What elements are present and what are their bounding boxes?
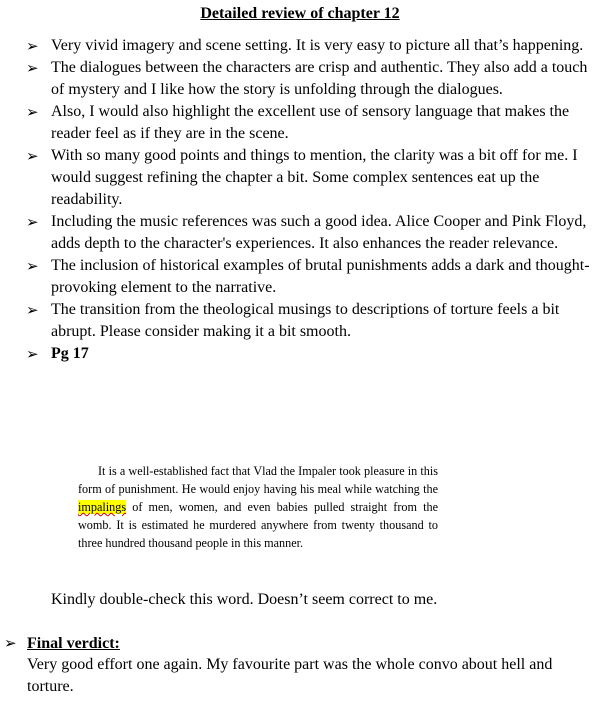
arrow-bullet-icon: ➢ (26, 59, 39, 77)
final-verdict-text: Very good effort one again. My favourite part was the whole convo about hell and torture. (27, 656, 553, 695)
arrow-bullet-icon: ➢ (26, 301, 39, 319)
review-bullet-list (26, 35, 598, 365)
arrow-bullet-icon: ➢ (26, 37, 39, 55)
bullet-item (26, 211, 598, 255)
page-title: Detailed review of chapter 12 (200, 5, 400, 22)
arrow-bullet-icon: ➢ (26, 213, 39, 231)
final-verdict-heading (4, 632, 120, 655)
excerpt-text-after: of men, women, and even babies pulled straight from the womb. It is estimated he murdered anywhere from twenty thousand to three hundred thousand people in this manner. (78, 500, 438, 550)
arrow-bullet-icon: ➢ (26, 103, 39, 121)
bullet-text: Also, I would also highlight the excellent use of sensory language that makes the reader feel as if they are in the scene. (51, 103, 570, 142)
book-excerpt (78, 462, 438, 552)
bullet-text: With so many good points and things to mention, the clarity was a bit off for me. I would suggest refining the chapter a bit. Some complex sentences eat up the readability. (51, 147, 578, 208)
highlighted-word: impalings (78, 500, 127, 514)
bullet-item (26, 35, 598, 57)
arrow-bullet-icon: ➢ (26, 147, 39, 165)
bullet-text: The transition from the theological musings to descriptions of torture feels a bit abrupt. Please consider making it a bit smooth. (51, 301, 560, 340)
reviewer-note: Kindly double-check this word. Doesn’t seem correct to me. (51, 591, 438, 608)
bullet-item (26, 57, 598, 101)
bullet-item (26, 255, 598, 299)
bullet-text: Very vivid imagery and scene setting. It is very easy to picture all that’s happening. (51, 37, 584, 54)
bullet-text: Including the music references was such a good idea. Alice Cooper and Pink Floyd, adds depth to the character's experiences. It also enhances the reader relevance. (51, 213, 587, 252)
page-reference: Pg 17 (51, 345, 89, 362)
bullet-item (26, 299, 598, 343)
page-reference-item (26, 343, 598, 365)
bullet-item (26, 101, 598, 145)
bullet-text: The dialogues between the characters are crisp and authentic. They also add a touch of mystery and I like how the story is unfolding through the dialogues. (51, 59, 588, 98)
arrow-bullet-icon: ➢ (26, 345, 39, 363)
arrow-bullet-icon: ➢ (4, 634, 17, 652)
final-verdict-label: Final verdict: (27, 635, 120, 652)
bullet-text: The inclusion of historical examples of brutal punishments adds a dark and thought-provoking element to the narrative. (51, 257, 590, 296)
excerpt-text-before: It is a well-established fact that Vlad the Impaler took pleasure in this form of punishment. He would enjoy having his meal while watching the (78, 464, 438, 496)
arrow-bullet-icon: ➢ (26, 257, 39, 275)
bullet-item (26, 145, 598, 211)
